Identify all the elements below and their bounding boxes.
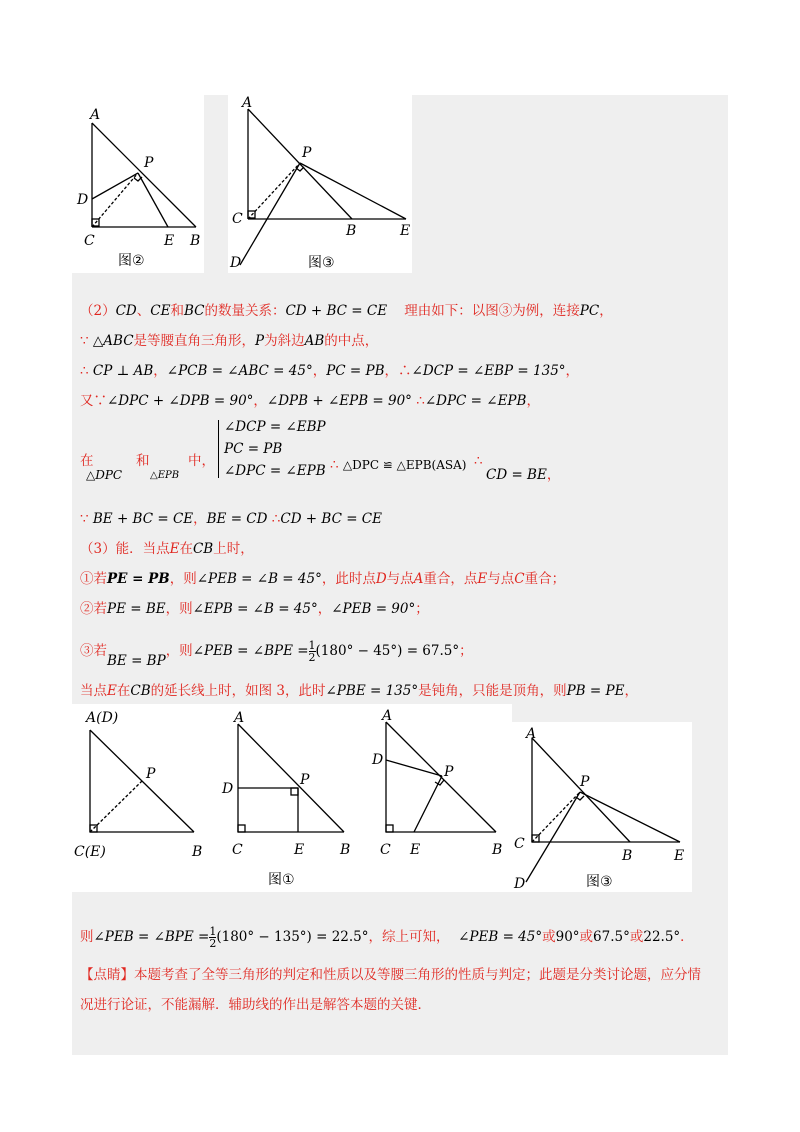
system-eq2: PC = PB: [224, 441, 283, 457]
part2-line5-conclusion: ∴ △DPC ≌ △EPB(ASA): [330, 457, 467, 473]
conclusion-line: 则∠PEB = ∠BPE = $\frac{1}{2}$ (180° − 135°) = 22.5°，综上可知， ∠PEB = 45°或90°或67.5°或22.5°．: [80, 925, 694, 950]
part2-line6: ∵ BE + BC = CE，BE = CD ∴CD + BC = CE: [80, 511, 382, 527]
f2-label-D: D: [222, 781, 234, 797]
part2-line5-prefix: 在: [80, 453, 94, 469]
f4-label-D: D: [514, 876, 526, 892]
part3-line3: ②若PE = BE，则∠EPB = ∠B = 45°，∠PEB = 90°；: [80, 601, 429, 617]
f3-label-D: D: [372, 752, 384, 768]
part3-line5: 当点E在CB的延长线上时，如图 3，此时∠PBE = 135°是钝角，只能是顶角，则PB = PE，: [80, 683, 638, 699]
part2-line4: 又∵∠DPC + ∠DPB = 90°，∠DPB + ∠EPB = 90° ∴∠DPC = ∠EPB，: [80, 393, 540, 409]
f2-label-P: P: [300, 772, 310, 788]
label-P: P: [302, 145, 312, 161]
label-A: A: [90, 107, 101, 123]
label-P: P: [144, 155, 154, 171]
label-E: E: [164, 233, 175, 249]
label-E: E: [400, 223, 411, 239]
figure-caption-1: 图①: [268, 872, 295, 888]
f4-label-B: B: [622, 848, 633, 864]
fraction-one-half: $\frac{1}{2}$: [308, 639, 316, 664]
f2-label-E: E: [294, 842, 305, 858]
part2-line5-in: 中，: [188, 453, 215, 469]
comment-line1: 【点睛】本题考查了全等三角形的判定和性质以及等腰三角形的性质与判定；此题是分类讨论题，应分情: [80, 967, 701, 983]
figure-row-left: [72, 704, 512, 892]
figure-caption: 图②: [118, 253, 145, 269]
label-D: D: [77, 192, 89, 208]
f2-label-C: C: [232, 842, 243, 858]
part2-line1: （2）CD、CE和BC的数量关系：CD + BC = CE 理由如下：以图③为例，连接PC，: [80, 303, 613, 319]
f3-label-B: B: [492, 842, 503, 858]
part2-line2: ∵ △ABC是等腰直角三角形，P为斜边AB的中点，: [80, 333, 379, 349]
system-brace: [218, 420, 219, 478]
figure-caption-3: 图③: [586, 874, 613, 890]
f3-label-A: A: [382, 708, 393, 724]
f1-label-P: P: [146, 766, 156, 782]
f4-label-P: P: [580, 774, 590, 790]
triangle-DPC-label: △DPC: [86, 468, 123, 482]
figure-row-right: [512, 722, 692, 892]
f4-label-E: E: [674, 848, 685, 864]
system-eq3: ∠DPC = ∠EPB: [224, 463, 326, 479]
figure-caption: 图③: [308, 255, 335, 271]
part2-line5-therefore: ∴: [474, 453, 483, 469]
label-A: A: [242, 95, 253, 111]
f4-label-A: A: [526, 726, 537, 742]
f1-label-C: C(E): [74, 844, 106, 860]
f2-label-A: A: [234, 710, 245, 726]
comment-line2: 况进行论证，不能漏解．辅助线的作出是解答本题的关键．: [80, 997, 431, 1013]
part3-line4: ③若BE = BP，则∠PEB = ∠BPE = $\frac{1}{2}$ (180° − 45°) = 67.5°；: [80, 639, 473, 669]
part2-line5-result: CD = BE，: [486, 467, 561, 483]
part2-line5-and: 和: [136, 453, 150, 469]
figure-3-top: [228, 95, 412, 273]
f1-label-B: B: [192, 844, 203, 860]
part3-line1: （3）能．当点E在CB上时，: [80, 541, 254, 557]
fraction-one-half: $\frac{1}{2}$: [209, 925, 217, 950]
label-B: B: [346, 223, 357, 239]
label-D: D: [230, 255, 242, 271]
part2-line3: ∴ CP ⊥ AB，∠PCB = ∠ABC = 45°，PC = PB，∴∠DCP = ∠EBP = 135°，: [80, 363, 580, 379]
label-C: C: [84, 233, 95, 249]
label-B: B: [190, 233, 201, 249]
system-eq1: ∠DCP = ∠EBP: [224, 419, 326, 435]
f3-label-C: C: [380, 842, 391, 858]
f2-label-B: B: [340, 842, 351, 858]
figure-2-top: [72, 95, 204, 273]
f3-label-E: E: [410, 842, 421, 858]
f1-label-A: A(D): [86, 710, 119, 726]
part3-line2: ①若PE = PB，则∠PEB = ∠B = 45°，此时点D与点A重合，点E与点C重合；: [80, 571, 566, 587]
f4-label-C: C: [514, 836, 525, 852]
label-C: C: [232, 211, 243, 227]
f3-label-P: P: [444, 764, 454, 780]
triangle-EPB-label: △EPB: [150, 470, 180, 481]
